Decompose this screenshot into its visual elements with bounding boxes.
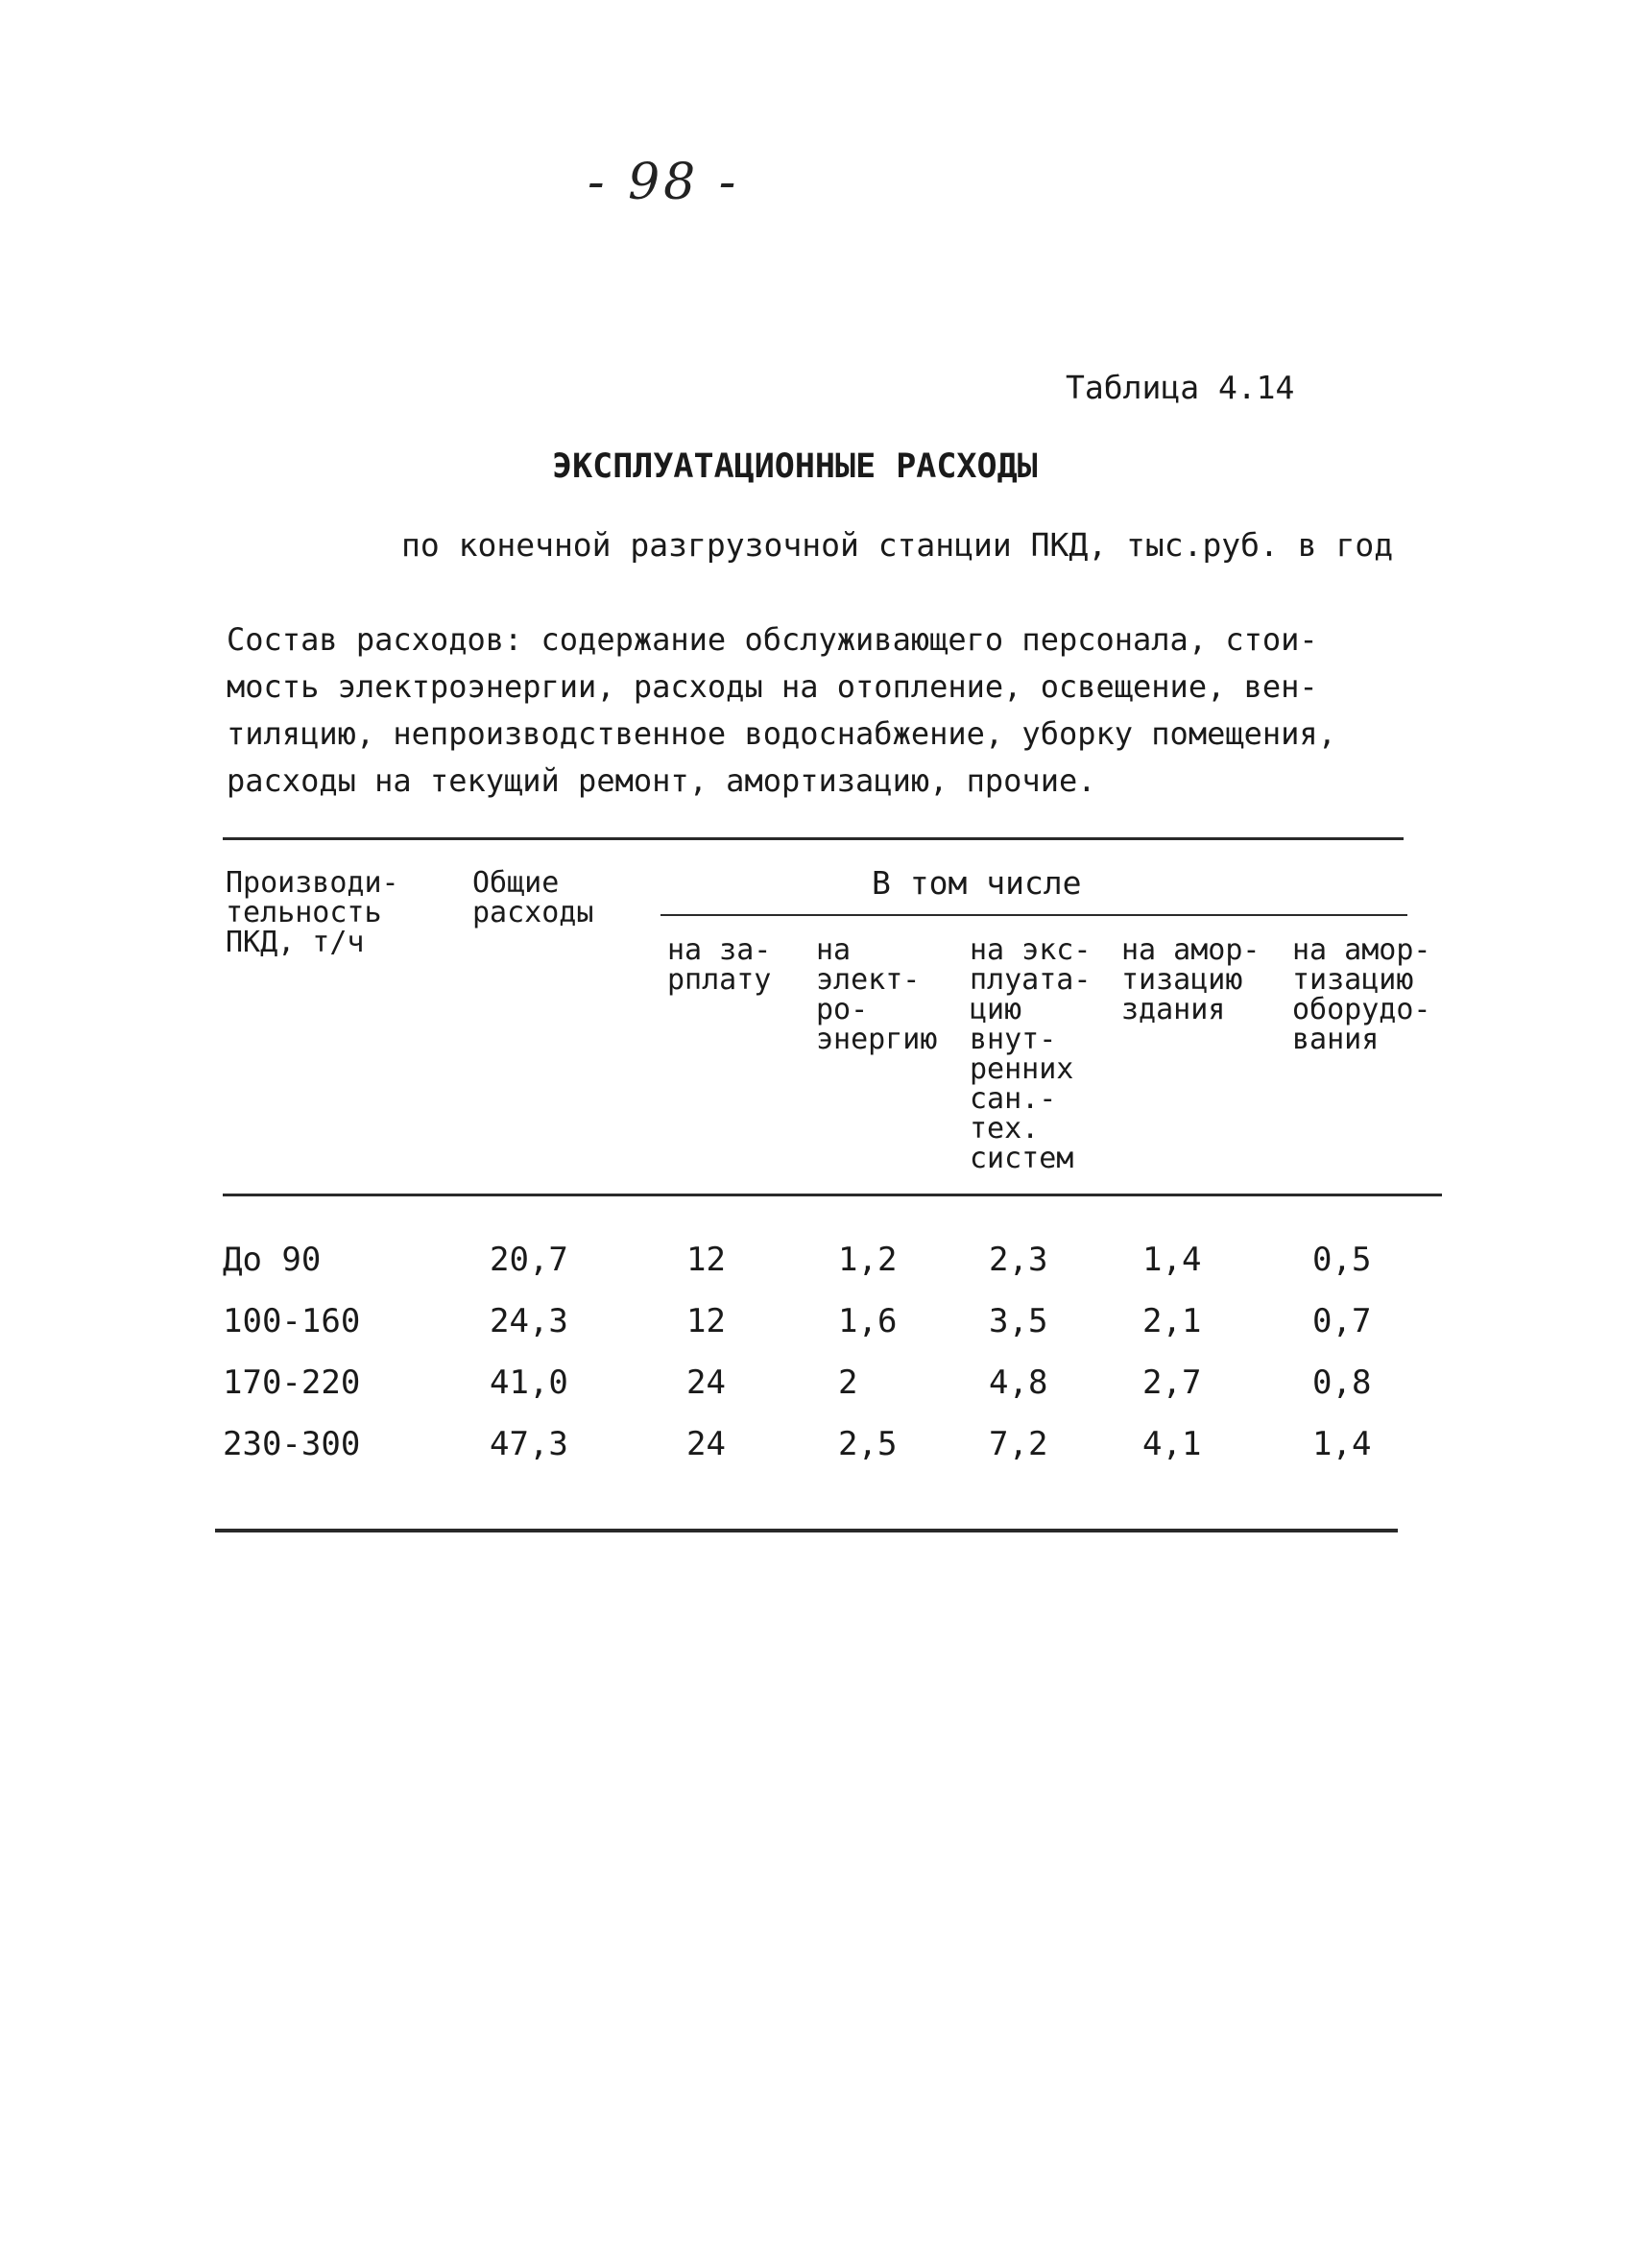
header-text: на за- [667,933,772,967]
header-text: на амор- [1292,933,1431,967]
header-text: элект- [816,963,921,997]
header-electricity [816,935,937,1054]
group-header-rule [660,914,1407,916]
cell-total: 41,0 [490,1363,568,1402]
header-amort-building [1121,935,1261,1025]
cell-salary: 24 [686,1363,726,1402]
cell-electricity: 2,5 [838,1425,898,1463]
header-text: тельность [226,896,382,929]
header-bottom-rule [223,1194,1442,1196]
header-text: цию [970,993,1022,1026]
cell-salary: 12 [686,1302,726,1340]
cell-productivity: До 90 [223,1241,322,1279]
cell-amort-building: 2,7 [1142,1363,1202,1402]
cell-total: 47,3 [490,1425,568,1463]
cell-electricity: 1,6 [838,1302,898,1340]
cell-operation: 4,8 [989,1363,1048,1402]
cell-operation: 3,5 [989,1302,1048,1340]
header-text: внут- [970,1023,1057,1056]
cell-operation: 7,2 [989,1425,1048,1463]
header-text: Общие [472,866,560,900]
header-text: оборудо- [1292,993,1431,1026]
header-text: расходы [472,896,594,929]
description-line: Состав расходов: содержание обслуживающего персонала, стои- [227,621,1318,658]
cell-productivity: 100-160 [223,1302,361,1340]
cell-operation: 2,3 [989,1241,1048,1279]
header-operation [970,935,1091,1173]
header-productivity [226,868,399,957]
header-text: вания [1292,1023,1380,1056]
header-text: ро- [816,993,869,1026]
page-number: - 98 - [588,154,740,211]
cell-amort-building: 1,4 [1142,1241,1202,1279]
cell-salary: 24 [686,1425,726,1463]
cell-productivity: 230-300 [223,1425,361,1463]
cell-amort-building: 4,1 [1142,1425,1202,1463]
header-text: тизацию [1121,963,1243,997]
header-text: тизацию [1292,963,1414,997]
header-text: тех. [970,1112,1040,1146]
table-top-rule [223,837,1404,840]
header-text: энергию [816,1023,938,1056]
cell-amort-building: 2,1 [1142,1302,1202,1340]
header-amort-equipment [1292,935,1431,1054]
cost-composition-description [227,616,1336,805]
header-text: на [816,933,852,967]
header-text: сан.- [970,1082,1057,1116]
description-line: расходы на текущий ремонт, амортизацию, прочие. [227,762,1096,799]
header-text: Производи- [226,866,399,900]
cell-total: 20,7 [490,1241,568,1279]
header-total [472,868,593,928]
description-line: тиляцию, непроизводственное водоснабжение, уборку помещения, [227,715,1336,752]
header-text: на экс- [970,933,1092,967]
cell-salary: 12 [686,1241,726,1279]
cell-amort-equipment: 0,8 [1312,1363,1372,1402]
header-text: ПКД, т/ч [226,926,365,959]
cell-electricity: 2 [838,1363,858,1402]
header-text: систем [970,1142,1074,1175]
header-text: плуата- [970,963,1092,997]
cell-productivity: 170-220 [223,1363,361,1402]
table-bottom-rule [215,1529,1398,1532]
table-label: Таблица 4.14 [1066,369,1295,406]
cell-amort-equipment: 0,7 [1312,1302,1372,1340]
document-title: ЭКСПЛУАТАЦИОННЫЕ РАСХОДЫ [552,447,1038,486]
description-line: мость электроэнергии, расходы на отопление, освещение, вен- [227,668,1318,705]
cell-total: 24,3 [490,1302,568,1340]
header-text: здания [1121,993,1226,1026]
header-text: на амор- [1121,933,1261,967]
cell-amort-equipment: 0,5 [1312,1241,1372,1279]
cell-electricity: 1,2 [838,1241,898,1279]
cell-amort-equipment: 1,4 [1312,1425,1372,1463]
document-subtitle: по конечной разгрузочной станции ПКД, тыс.руб. в год [401,526,1394,564]
header-text: ренних [970,1052,1074,1086]
header-salary [667,935,771,995]
header-text: рплату [667,963,772,997]
header-group-including: В том числе [872,864,1082,902]
